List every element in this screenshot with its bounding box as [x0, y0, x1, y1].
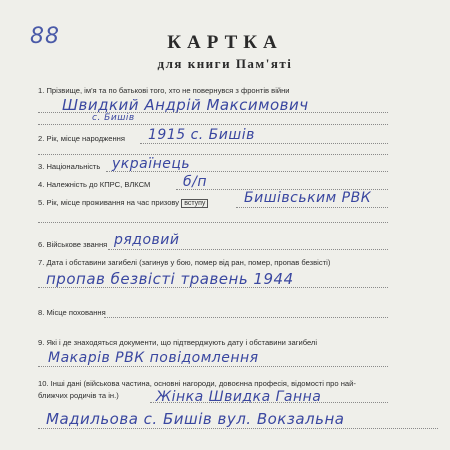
field-9-label: 9. Які і де знаходяться документи, що підтверджують дату і обставини загибелі [38, 338, 318, 347]
field-1-rule [38, 112, 388, 113]
field-9-value: Макарів РВК повідомлення [48, 350, 259, 366]
field-10-label-line1: 10. Інші дані (військова частина, основні нагороди, довоєнна професія, відомості про най- [38, 379, 356, 388]
field-1-rule-2 [38, 124, 388, 125]
field-10-rule [150, 402, 388, 403]
field-4-label: 4. Належність до КПРС, ВЛКСМ [38, 180, 151, 189]
field-2-rule [140, 143, 388, 144]
field-5-rule-2 [38, 222, 388, 223]
field-5-rule [236, 207, 388, 208]
card-subtitle: для книги Пам'яті [157, 56, 293, 71]
field-1-label: 1. Прізвище, ім'я та по батькові того, хто не повернувся з фронтів війни [38, 86, 290, 95]
field-1-value: Швидкий Андрій Максимович [62, 96, 309, 114]
field-10-label-line2: ближчих родичів та ін.) [38, 391, 119, 400]
field-6-value: рядовий [114, 232, 180, 248]
field-7-value: пропав безвісті травень 1944 [46, 270, 294, 288]
field-2-value: 1915 с. Бишів [148, 127, 255, 143]
field-6-label: 6. Військове звання [38, 240, 108, 249]
card-title: КАРТКА [167, 32, 283, 53]
field-5-label [38, 198, 208, 208]
field-10-value-line2: Мадильова с. Бишів вул. Вокзальна [46, 410, 345, 428]
field-10-rule-2 [38, 428, 438, 429]
field-3-rule [106, 171, 388, 172]
field-6-rule [108, 249, 388, 250]
archive-number: 88 [30, 24, 60, 49]
field-2-rule-2 [38, 154, 388, 155]
field-5-label-box: вступу [181, 199, 208, 208]
field-7-label: 7. Дата і обставини загибелі (загинув у бою, помер від ран, помер, пропав безвісті) [38, 258, 331, 267]
field-3-value: українець [112, 156, 191, 172]
field-3-label: 3. Національність [38, 162, 101, 171]
field-5-label-text: 5. Рік, місце проживання на час призову [38, 198, 180, 207]
field-2-label: 2. Рік, місце народження [38, 134, 125, 143]
field-10-value: Жінка Швидка Ганна [156, 389, 322, 405]
field-9-rule [38, 366, 388, 367]
field-4-value: б/п [183, 174, 208, 190]
field-1-extra: с. Бишів [92, 113, 135, 123]
field-5-value: Бишівським РВК [244, 190, 372, 206]
field-8-rule [104, 317, 388, 318]
field-8-label: 8. Місце поховання [38, 308, 106, 317]
field-7-rule [38, 287, 388, 288]
